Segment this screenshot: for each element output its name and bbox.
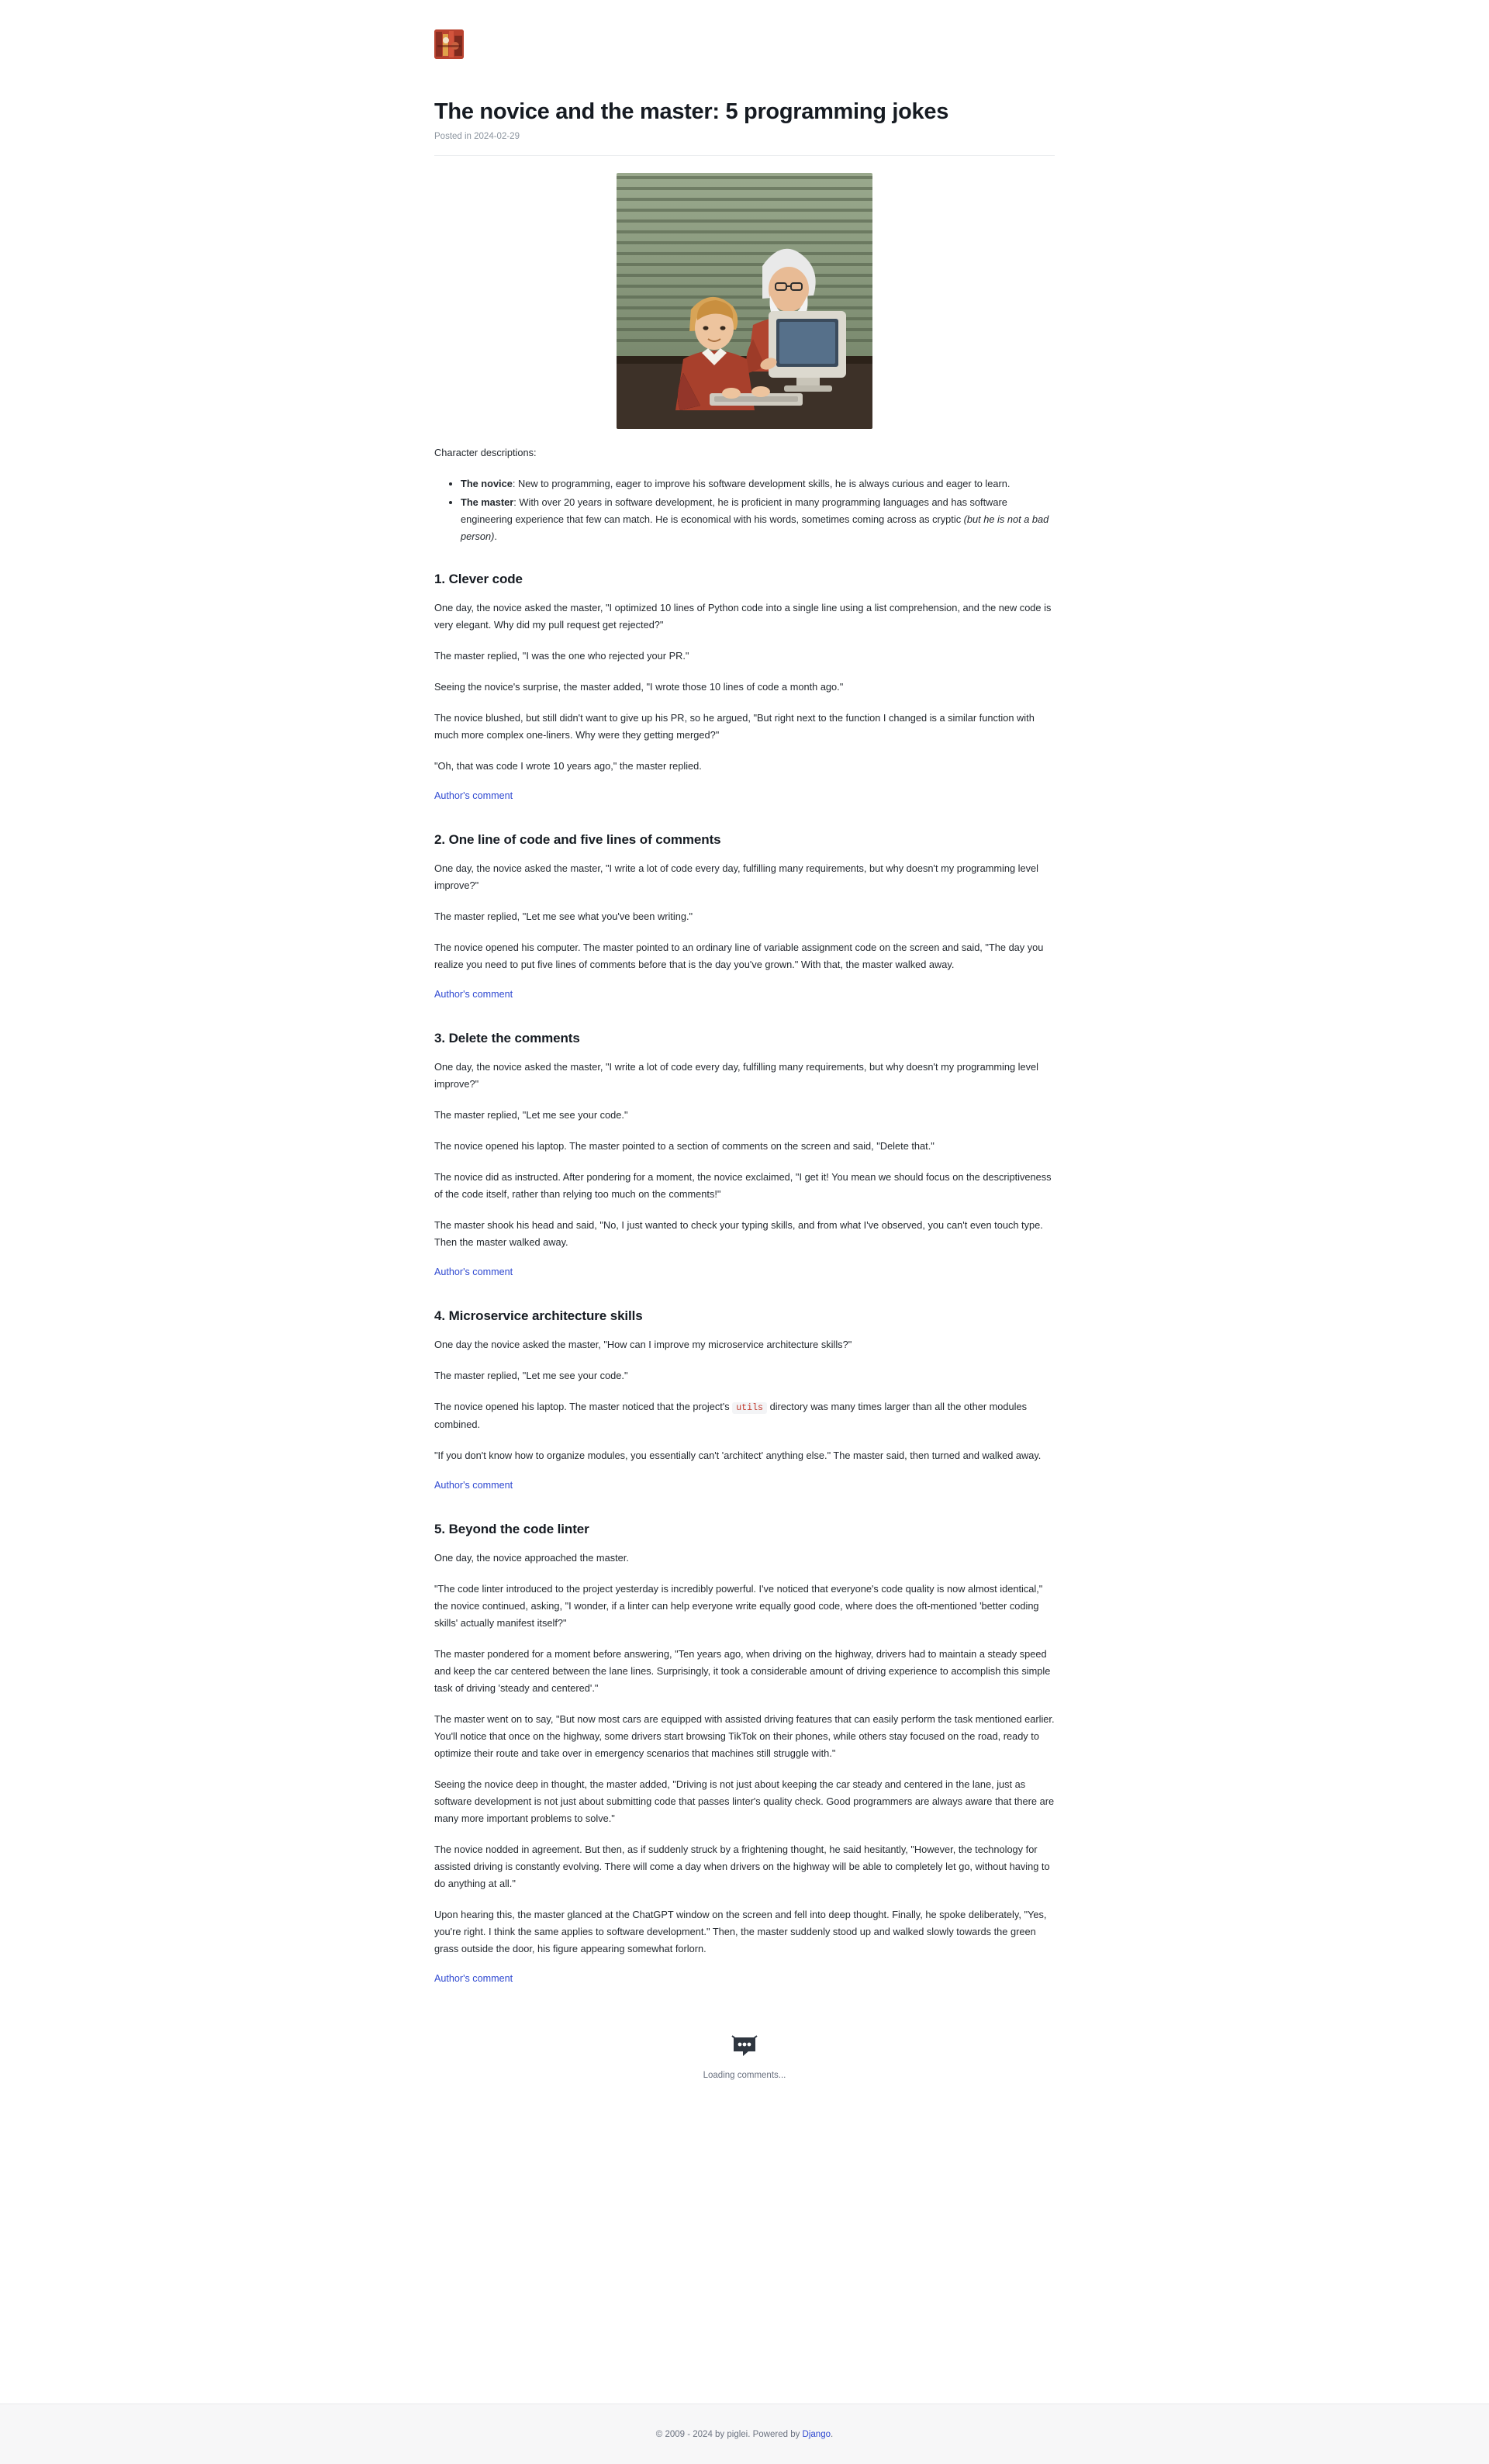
paragraph: The novice did as instructed. After pondering for a moment, the novice exclaimed, "I get it! You mean we should focus on the descriptiveness of the code itself, rather than relying too much on the comments!"	[434, 1171, 1052, 1201]
content-container	[434, 0, 1055, 2111]
comments-section	[434, 2035, 1055, 2111]
paragraph: "Oh, that was code I wrote 10 years ago," the master replied.	[434, 760, 702, 772]
footer-copyright	[656, 2430, 833, 2439]
section-heading-5: 5. Beyond the code linter	[434, 1522, 589, 1537]
paragraph: The master pondered for a moment before answering, "Ten years ago, when driving on the highway, drivers had to maintain a steady speed and keep the car centered between the lane lines. Surprisingly, it took a considerable amount of driving experience to accomplish this simple task of driving 'steady and centered'."	[434, 1648, 1051, 1695]
author-comment-link[interactable]: Author's comment	[434, 989, 513, 1000]
comments-status-text: Loading comments...	[703, 2071, 786, 2081]
post-meta-date: Posted in 2024-02-29	[434, 132, 1055, 156]
paragraph: The master replied, "Let me see what you've been writing."	[434, 911, 693, 923]
paragraph: One day, the novice asked the master, "I write a lot of code every day, fulfilling many requirements, but why doesn't my programming level improve?"	[434, 862, 1038, 892]
paragraph: The novice opened his computer. The master pointed to an ordinary line of variable assignment code on the screen and said, "The day you realize you need to put five lines of comments before that is the day you've grown." With that, the master walked away.	[434, 942, 1044, 971]
paragraph: The master shook his head and said, "No, I just wanted to check your typing skills, and from what I've observed, you can't even touch type. Then the master walked away.	[434, 1219, 1043, 1249]
section-heading-3: 3. Delete the comments	[434, 1031, 580, 1046]
author-comment-link[interactable]: Author's comment	[434, 1480, 513, 1491]
hero-illustration	[617, 173, 872, 429]
author-comment-link[interactable]: Author's comment	[434, 790, 513, 802]
paragraph: One day, the novice asked the master, "I write a lot of code every day, fulfilling many requirements, but why doesn't my programming level improve?"	[434, 1061, 1038, 1090]
site-logo-link[interactable]	[434, 29, 464, 59]
author-comment-link[interactable]: Author's comment	[434, 1267, 513, 1278]
author-comment-link[interactable]: Author's comment	[434, 1973, 513, 1985]
footer-copyright-prefix: © 2009 - 2024 by piglei. Powered by	[655, 2429, 803, 2439]
paragraph: The novice blushed, but still didn't want to give up his PR, so he argued, "But right next to the function I changed is a similar function with much more complex one-liners. Why were they getting merged?"	[434, 712, 1035, 741]
character-list	[434, 475, 1055, 545]
section-heading-4: 4. Microservice architecture skills	[434, 1308, 643, 1324]
paragraph: The novice opened his laptop. The master pointed to a section of comments on the screen and said, "Delete that."	[434, 1140, 935, 1153]
list-item	[461, 475, 1055, 492]
site-footer	[0, 2404, 1489, 2464]
inline-code-utils: utils	[732, 1402, 767, 1414]
section-heading-1: 1. Clever code	[434, 572, 523, 587]
paragraph: One day, the novice asked the master, "I optimized 10 lines of Python code into a single line using a list comprehension, and the new code is very elegant. Why did my pull request get rejected?"	[434, 602, 1052, 631]
paragraph: One day, the novice approached the master.	[434, 1552, 629, 1564]
site-logo-icon	[434, 29, 464, 59]
paragraph: One day the novice asked the master, "How can I improve my microservice architecture skills?"	[434, 1339, 852, 1351]
paragraph: The novice nodded in agreement. But then, as if suddenly struck by a frightening thought, he said hesitantly, "However, the technology for assisted driving is constantly evolving. There will come a day when drivers on the highway will be able to completely let go, without having to do anything at all."	[434, 1844, 1050, 1890]
character-desc: : New to programming, eager to improve his software development skills, he is always curious and eager to learn.	[512, 478, 1011, 490]
django-link[interactable]: Django	[802, 2429, 831, 2439]
paragraph: The master replied, "Let me see your code."	[434, 1109, 628, 1121]
comments-loading-icon	[731, 2035, 758, 2058]
character-desc-tail: .	[494, 530, 497, 543]
character-intro: Character descriptions:	[434, 447, 537, 459]
paragraph: The master replied, "I was the one who rejected your PR."	[434, 650, 689, 662]
list-item	[461, 494, 1055, 545]
footer-copyright-suffix: .	[831, 2429, 834, 2439]
paragraph: Seeing the novice's surprise, the master added, "I wrote those 10 lines of code a month ago."	[434, 681, 844, 693]
paragraph: The master replied, "Let me see your code."	[434, 1370, 628, 1382]
character-desc-emphasis: (but he is not a bad person)	[461, 513, 1049, 543]
paragraph: The master went on to say, "But now most cars are equipped with assisted driving features that can easily perform the task mentioned earlier. You'll notice that once on the highway, some drivers start browsing TikTok on their phones, while others stay focused on the road, ready to optimize their route and take over in emergency scenarios that machines still struggle with."	[434, 1713, 1055, 1760]
paragraph: Upon hearing this, the master glanced at the ChatGPT window on the screen and fell into deep thought. Finally, he spoke deliberately, "Yes, you're right. I think the same applies to software development." Then, the master suddenly stood up and walked slowly towards the green grass outside the door, his figure appearing somewhat forlorn.	[434, 1909, 1047, 1955]
character-name: The novice	[461, 478, 513, 490]
character-name: The master	[461, 496, 514, 509]
paragraph: "The code linter introduced to the project yesterday is incredibly powerful. I've noticed that everyone's code quality is now almost identical," the novice continued, asking, "I wonder, if a linter can help everyone write equally good code, where does the oft-mentioned 'better coding skills' actually manifest itself?"	[434, 1583, 1043, 1629]
section-heading-2: 2. One line of code and five lines of comments	[434, 832, 721, 848]
paragraph-text-before: The novice opened his laptop. The master noticed that the project's	[434, 1401, 733, 1413]
site-header	[434, 16, 1055, 67]
paragraph: "If you don't know how to organize modules, you essentially can't 'architect' anything else." The master said, then turned and walked away.	[434, 1450, 1042, 1462]
paragraph: Seeing the novice deep in thought, the master added, "Driving is not just about keeping the car steady and centered in the lane, just as software development is not just about submitting code that passes linter's quality check. Good programmers are always aware that there are many more important problems to solve."	[434, 1778, 1055, 1825]
paragraph-text-after: directory was many times larger than all the other modules combined.	[434, 1401, 1028, 1431]
paragraph-with-code	[434, 1398, 1055, 1433]
hero-image-wrapper	[434, 173, 1055, 429]
character-desc: : With over 20 years in software development, he is proficient in many programming languages and has software engineering experience that few can match. He is economical with his words, sometimes coming across as cryptic	[461, 496, 1007, 526]
page-title: The novice and the master: 5 programming jokes	[434, 99, 949, 124]
